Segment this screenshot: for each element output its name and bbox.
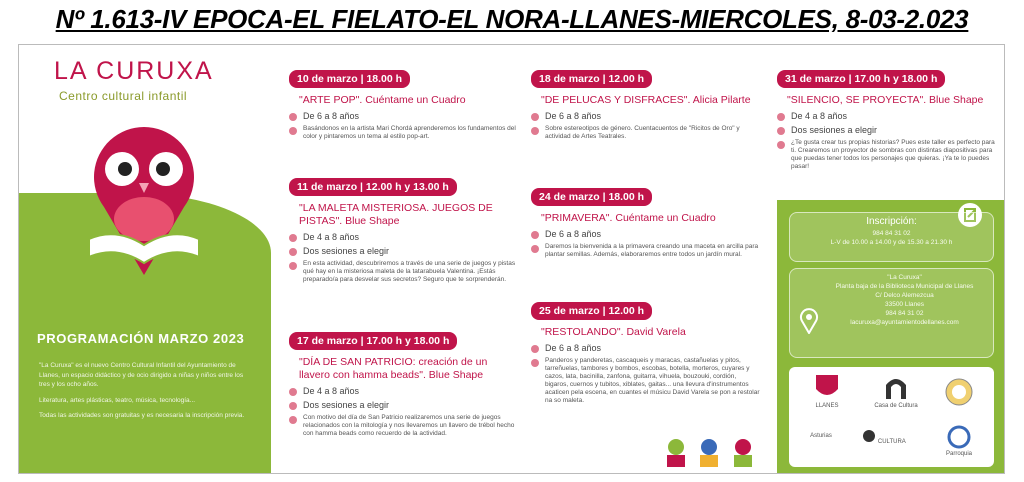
event-title: "RESTOLANDO". David Varela xyxy=(541,326,686,338)
llanes-shield-icon xyxy=(814,373,840,401)
bullet-icon xyxy=(531,113,539,121)
circle-icon xyxy=(862,429,876,443)
event-25-marzo xyxy=(531,301,761,408)
event-date: 18 de marzo | 12.00 h xyxy=(531,70,652,88)
logo-label: Parroquia xyxy=(945,451,972,457)
bullet-icon xyxy=(289,402,297,410)
inscripcion-title: Inscripción: xyxy=(866,216,917,227)
event-date: 31 de marzo | 17.00 h y 18.00 h xyxy=(777,70,945,88)
event-date: 25 de marzo | 12.00 h xyxy=(531,302,652,320)
poster xyxy=(18,44,1005,474)
venue-place: Planta baja de la Biblioteca Municipal de Llanes xyxy=(835,283,974,290)
arch-icon xyxy=(882,373,910,401)
venue-street: C/ Delco Alemezcua xyxy=(875,292,934,299)
event-age: De 4 a 8 años xyxy=(303,386,360,396)
left-paragraph: Literatura, artes plásticas, teatro, música, tecnología... xyxy=(39,396,196,404)
ring-icon xyxy=(947,425,971,449)
event-age: De 6 a 8 años xyxy=(545,229,602,239)
venue-phone: 984 84 31 02 xyxy=(885,310,924,317)
events-column-2 xyxy=(531,45,761,473)
event-24-marzo xyxy=(531,187,761,262)
event-18-marzo xyxy=(531,69,761,144)
left-description xyxy=(39,361,254,427)
venue-email: lacuruxa@ayuntamientodellanes.com xyxy=(850,319,959,326)
event-title: "ARTE POP". Cuéntame un Cuadro xyxy=(299,94,466,106)
llanes-logo xyxy=(807,373,847,409)
programacion-title: PROGRAMACIÓN MARZO 2023 xyxy=(37,331,245,346)
inscripcion-box xyxy=(789,212,994,262)
bullet-icon xyxy=(531,345,539,353)
owl-book-icon xyxy=(89,127,199,277)
event-age: De 6 a 8 años xyxy=(545,343,602,353)
event-sessions: Dos sesiones a elegir xyxy=(791,125,878,135)
bullet-icon xyxy=(289,113,297,121)
kids-reading-icon xyxy=(661,435,761,469)
bullet-icon xyxy=(777,127,785,135)
event-desc: Con motivo del día de San Patricio realizaremos una serie de juegos relacionados con la mitología y nos llevaremos un llavero de trébol hecho con hamma beads como recuerdo de la actividad. xyxy=(303,414,515,437)
event-age: De 4 a 8 años xyxy=(303,232,360,242)
event-age: De 6 a 8 años xyxy=(545,111,602,121)
event-17-marzo xyxy=(289,331,517,441)
event-title: "LA MALETA MISTERIOSA. JUEGOS DE PISTAS". Blue Shape xyxy=(299,202,493,227)
left-paragraph: Todas las actividades son gratuitas y es necesaria la inscripción previa. xyxy=(39,412,245,419)
logo-label: Casa de Cultura xyxy=(874,403,918,409)
event-date: 24 de marzo | 18.00 h xyxy=(531,188,652,206)
venue-zip: 33500 Llanes xyxy=(884,301,925,308)
bullet-icon xyxy=(531,359,539,367)
bullet-icon xyxy=(289,234,297,242)
event-10-marzo xyxy=(289,69,517,144)
bullet-icon xyxy=(289,416,297,424)
event-date: 17 de marzo | 17.00 h y 18.00 h xyxy=(289,332,457,350)
bullet-icon xyxy=(531,245,539,253)
inscripcion-phone: 984 84 31 02 xyxy=(872,230,911,237)
event-desc: En esta actividad, descubriremos a través de una serie de juegos y pistas qué hay en la misteriosa maleta de la tatarabuela Valentina. ¡Estás preparado/a para desvelar sus secretos? Seguro que te sorprenderán. xyxy=(303,260,516,283)
event-desc: ¿Te gusta crear tus propias historias? Pues este taller es perfecto para ti. Crearemos un proyector de sombras con distintas diapositivas para que puedas tener todos los personajes que quieras. ¡Ya te lo puedes pasar! xyxy=(791,139,995,170)
event-desc: Panderos y panderetas, cascaqueis y maracas, castañuelas y pitos, tarreñuelas, tambores y bombos, escobas, botella, morteros, cuyares y cazos, lata, bacinilla, zanfona, guitarra, vihuela, bouzouki, cordión, bigaros, cuernos y tubitos, xiblates, gaitas... una llevura d'instrumentos acaticen pela escena, en cuantes el músicu David Varela se pon a restolar na so maleta. xyxy=(545,357,760,404)
event-sessions: Dos sesiones a elegir xyxy=(303,400,390,410)
event-date: 11 de marzo | 12.00 h y 13.00 h xyxy=(289,178,457,196)
inscripcion-hours: L-V de 10.00 a 14.00 y de 15.30 a 21.30 h xyxy=(830,239,953,246)
casa-cultura-logo xyxy=(871,373,921,409)
bullet-icon xyxy=(777,141,785,149)
event-age: De 4 a 8 años xyxy=(791,111,848,121)
event-date: 10 de marzo | 18.00 h xyxy=(289,70,410,88)
left-column xyxy=(19,45,271,473)
cultura-logo xyxy=(849,429,919,445)
left-paragraph: "La Curuxa" es el nuevo Centro Cultural Infantil del Ayuntamiento de Llanes, un espacio didáctico y de ocio dirigido a niñas y niños entre los tres y los ocho años. xyxy=(39,362,244,388)
bullet-icon xyxy=(289,127,297,135)
badge-icon xyxy=(944,377,974,407)
sponsor-logos xyxy=(789,367,994,467)
bullet-icon xyxy=(289,262,297,270)
event-11-marzo xyxy=(289,177,517,287)
headline: Nº 1.613-IV EPOCA-EL FIELATO-EL NORA-LLANES-MIERCOLES, 8-03-2.023 xyxy=(55,4,969,34)
bullet-icon xyxy=(531,231,539,239)
event-title: "DÍA DE SAN PATRICIO: creación de un llavero con hamma beads". Blue Shape xyxy=(299,356,488,381)
event-title: "SILENCIO, SE PROYECTA". Blue Shape xyxy=(787,94,984,106)
event-desc: Basándonos en la artista Mari Chordá aprenderemos los fundamentos del color y pintaremos un tema al estilo pop-art. xyxy=(303,125,516,140)
logo-label: LLANES xyxy=(815,403,839,409)
logo-label: CULTURA xyxy=(877,439,906,445)
event-title: "DE PELUCAS Y DISFRACES". Alicia Pilarte xyxy=(541,94,751,106)
event-desc: Sobre estereotipos de género. Cuentacuentos de "Ricitos de Oro" y actividad de Artes Teatrales. xyxy=(545,125,740,140)
bullet-icon xyxy=(531,127,539,135)
asturias-logo: Asturias xyxy=(810,433,832,439)
bullet-icon xyxy=(777,113,785,121)
events-column-1 xyxy=(289,45,517,473)
event-desc: Daremos la bienvenida a la primavera creando una maceta en arcilla para plantar semillas. Además, elaboraremos entre todos un jardín mural. xyxy=(545,243,759,258)
bullet-icon xyxy=(289,248,297,256)
event-sessions: Dos sesiones a elegir xyxy=(303,246,390,256)
event-title: "PRIMAVERA". Cuéntame un Cuadro xyxy=(541,212,716,224)
brand-subtitle: Centro cultural infantil xyxy=(59,89,188,103)
brand-name: LA CURUXA xyxy=(54,57,214,85)
event-31-marzo xyxy=(777,69,999,174)
venue-box xyxy=(789,268,994,358)
parroquia-logo xyxy=(939,425,979,457)
bullet-icon xyxy=(289,388,297,396)
event-age: De 6 a 8 años xyxy=(303,111,360,121)
venue-name: "La Curuxa" xyxy=(887,274,922,281)
round-logo xyxy=(939,377,979,409)
